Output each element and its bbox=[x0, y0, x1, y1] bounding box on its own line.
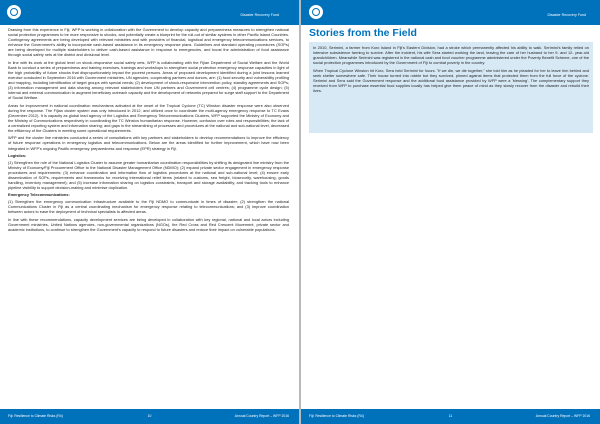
footer-report-name: Fiji: Resilience to Climate Risks (R4) bbox=[8, 414, 63, 418]
story-paragraph: When Tropical Cyclone Winston hit Koro, Sera held Serimini for hours. "If we die, we die together," she told him as he pleaded for her to leave him behind and seek shelter somewhere safe. Their house turned into rubble but they survived, pinned against items that protected them from the full force of the cyclone. Serimini and Sera said the Government response and the additional food assistance provided by WFP were a 'blessing'. The complementary support they received from WFP to purchase essential food supplies locally has helped give them peace of mind as they slowly recover from the disaster and rebuild their lives. bbox=[313, 67, 589, 93]
telecom-paragraph: In line with these recommendations, capacity development services are being developed in collaboration with key regional, national and local actors including Government ministries, United Nations agencies, non-governmental organizations (NGOs), the Red Cross and Red Crescent Movement, private sector and academic institutions, to continue to strengthen the Government's capacity to respond to future disasters and reduce their impact on vulnerable populations. bbox=[8, 216, 289, 232]
header-title: Disaster Recovery Fund bbox=[547, 13, 586, 17]
body-paragraph: WFP and the cluster line ministries conducted a series of consultations with key partners and stakeholders to develop recommendations to improve the efficiency of future response operations in emergency logistics and telecommunications. Below are the areas identified for further improvement, which have now been integrated in WFP's ongoing Pacific emergency preparedness and response (EPR) strategy in Fiji. bbox=[8, 135, 289, 151]
story-box bbox=[309, 42, 593, 133]
left-page bbox=[0, 0, 299, 424]
wfp-logo-icon bbox=[7, 5, 21, 19]
footer-report-name: Fiji: Resilience to Climate Risks (R4) bbox=[309, 414, 364, 418]
logistics-heading: Logistics: bbox=[8, 153, 27, 159]
footer-bar bbox=[301, 409, 600, 424]
page-number: 10 bbox=[147, 414, 152, 418]
wfp-logo-icon bbox=[309, 5, 323, 19]
footer-report-title: Annual Country Report – WFP 2016 bbox=[535, 414, 590, 418]
right-page bbox=[301, 0, 600, 424]
footer-report-title: Annual Country Report – WFP 2016 bbox=[234, 414, 289, 418]
logistics-paragraph: (1) Strengthen the role of the National Logistics Cluster to assume greater humanitarian coordination responsibilities by shifting its designated line ministry from the Ministry of Economy/Fiji Procurement Office to the National Disaster Management Office (NDMO); (2) expand private sector engagement in emergency response procedures and requirements; (3) enhance coordination and information flow of logistics procedures at the national and sub-national level; (4) ensure early dissemination of SOPs, requirements and frameworks for receiving international relief items (related to customs, sea freight, biosecurity, warehousing, goods handling, inventory management); and (5) increase information sharing on logistics constraints, transport and storage availability, and tracking tools to enhance pipeline visibility to support decision-making and minimise duplication. bbox=[8, 159, 289, 190]
header-bar bbox=[0, 0, 299, 25]
telecom-heading: Emergency Telecommunications: bbox=[8, 192, 70, 198]
footer-bar bbox=[0, 409, 299, 424]
page-number: 11 bbox=[448, 414, 453, 418]
story-paragraph: In 2010, Serimini, a farmer from Koro Island in Fiji's Eastern Division, had a stroke which permanently affected his ability to walk. Serimini's family relied on intensive subsistence farming to survive. After the incident, his wife Sera started working the land, leaving the care of her husband to her 9- and 12- year-old grandchildren. Meanwhile Serimini was registered in the national cash and food voucher programme administered under the Poverty Benefit Scheme, one of the social protection programmes introduced by the Government of Fiji to combat poverty in the country. bbox=[313, 45, 589, 66]
body-paragraph: Areas for improvement in national coordination mechanisms activated at the onset of the Tropical Cyclone (TC) Winston disaster response were also observed during the response. The Fijian cluster system was only introduced in 2012, and utilized once to coordinate the multi-agency emergency response to TC Evans (December 2012). It is capacity as global lead agency of the Logistics and Emergency Telecommunications Clusters, WFP supported the Ministry of Economy and the Ministry of Communications respectively in coordinating the TC Winston humanitarian response. However, confusion over roles and responsibilities; the lack of a centralized reporting system and information sharing; and gaps in the streamlining of processes and procedures at the national and sub-national level, decreased the efficiency of the Clusters in meeting some operational requirements. bbox=[8, 102, 289, 133]
header-title: Disaster Recovery Fund bbox=[240, 13, 279, 17]
left-page-body bbox=[8, 27, 289, 234]
body-paragraph: Drawing from this experience in Fiji, WFP is working in collaboration with the Government to develop capacity and preparedness measures to strengthen national social protection programmes to be more responsive to shocks, and potentially create a blueprint for the roll-out of similar systems in other Pacific Island Countries. Contingency agreements are being developed with relevant ministries and with providers of financial, logistical and emergency telecommunications services, to enhance the Government's ability to incorporate cash-based assistance in its emergency response plans. Guidelines and standard operating procedures (SOPs) are being developed for multiple stakeholders to deliver cash-based assistance in response to emergencies, and boost the administration of food assistance through social safety nets at the district and divisional level. bbox=[8, 27, 289, 58]
header-bar bbox=[301, 0, 600, 25]
body-paragraph: In line with its work at the global level on shock-responsive social safety nets, WFP is collaborating with the Fijian Department of Social Welfare and the World Bank to conduct a series of preparedness and training exercises, trainings and workshops to strengthen social protection emergency response capacities in light of the high probability of future shocks that disproportionately impact the poorest persons. Areas of proposed development identified during a joint lessons learned exercise conducted in September 2016 with Government ministries, UN agencies, cooperating partners and donors, are: (1) food security and vulnerability profiling and mapping, including identification of target groups with special needs; (2) development of shock-responsive intervention policy, standby agreements and SOPs; (3) information management and data sharing among relevant stakeholders from UN partners and Government cell centres; (4) programme cycle design; (5) internal and external communication to augment beneficiary outreach capacity and the development of networks prepared for surge staff support to the Department of Social Welfare. bbox=[8, 59, 289, 101]
story-title: Stories from the Field bbox=[309, 27, 417, 39]
telecom-paragraph: (1) Strengthen the emergency communication infrastructure available to the Fiji NDMO to communicate in times of disaster; (2) strengthen the national Communications Cluster in Fiji as a central coordinating mechanism for emergency response relating to telecommunications; and (3) improve coordination between actors to ease the deployment of technical specialists to affected areas. bbox=[8, 198, 289, 215]
